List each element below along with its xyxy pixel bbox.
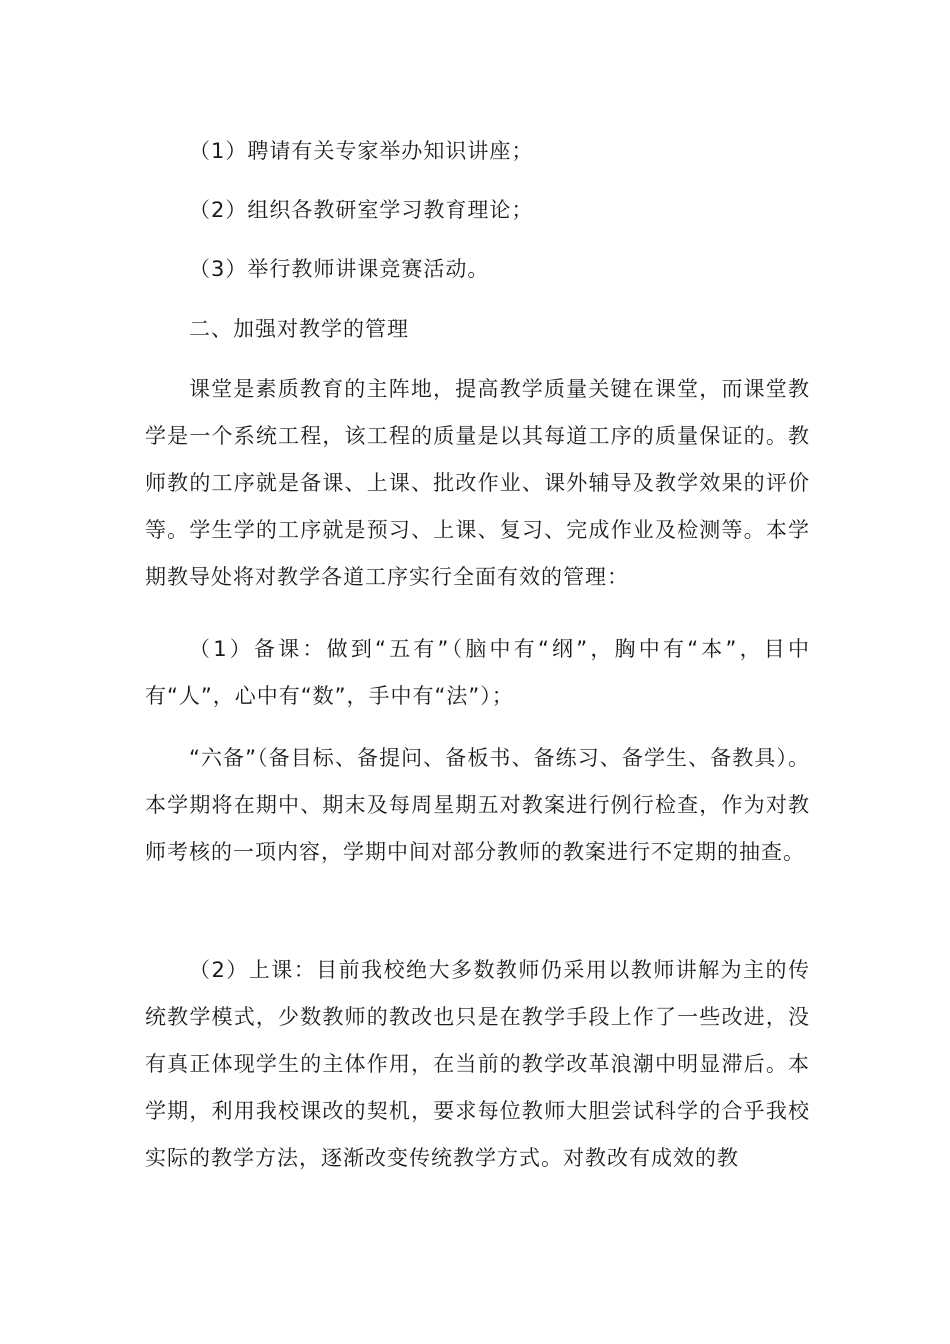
paragraph-teaching: （2）上课：目前我校绝大多数教师仍采用以教师讲解为主的传统教学模式，少数教师的教改也只是在教学手段上作了一些改进，没有真正体现学生的主体作用，在当前的教学改革浪潮中明显滞后。本学期，利用我校课改的契机，要求每位教师大胆尝试科学的合乎我校实际的教学方法，逐渐改变传统教学方式。对教改有成效的教: [145, 958, 810, 1170]
paragraph-classroom: 课堂是素质教育的主阵地，提高教学质量关键在课堂，而课堂教学是一个系统工程，该工程的质量是以其每道工序的质量保证的。教师教的工序就是备课、上课、批改作业、课外辅导及教学效果的评价等。学生学的工序就是预习、上课、复习、完成作业及检测等。本学期教导处将对教学各道工序实行全面有效的管理：: [145, 377, 810, 589]
paragraph-lesson-prep: （1）备课：做到“五有”（脑中有“纲”，胸中有“本”，目中有“人”，心中有“数”，手中有“法”）；: [145, 637, 810, 708]
paragraph-six-prep: “六备”（备目标、备提问、备板书、备练习、备学生、备教具）。本学期将在期中、期末及每周星期五对教案进行例行检查，作为对教师考核的一项内容，学期中间对部分教师的教案进行不定期的抽查。: [145, 746, 810, 864]
paragraph-item-3: （3）举行教师讲课竞赛活动。: [189, 257, 490, 281]
paragraph-item-1: （1）聘请有关专家举办知识讲座；: [189, 139, 534, 163]
paragraph-item-2: （2）组织各教研室学习教育理论；: [189, 198, 534, 222]
section-heading: 二、加强对教学的管理: [189, 317, 409, 341]
